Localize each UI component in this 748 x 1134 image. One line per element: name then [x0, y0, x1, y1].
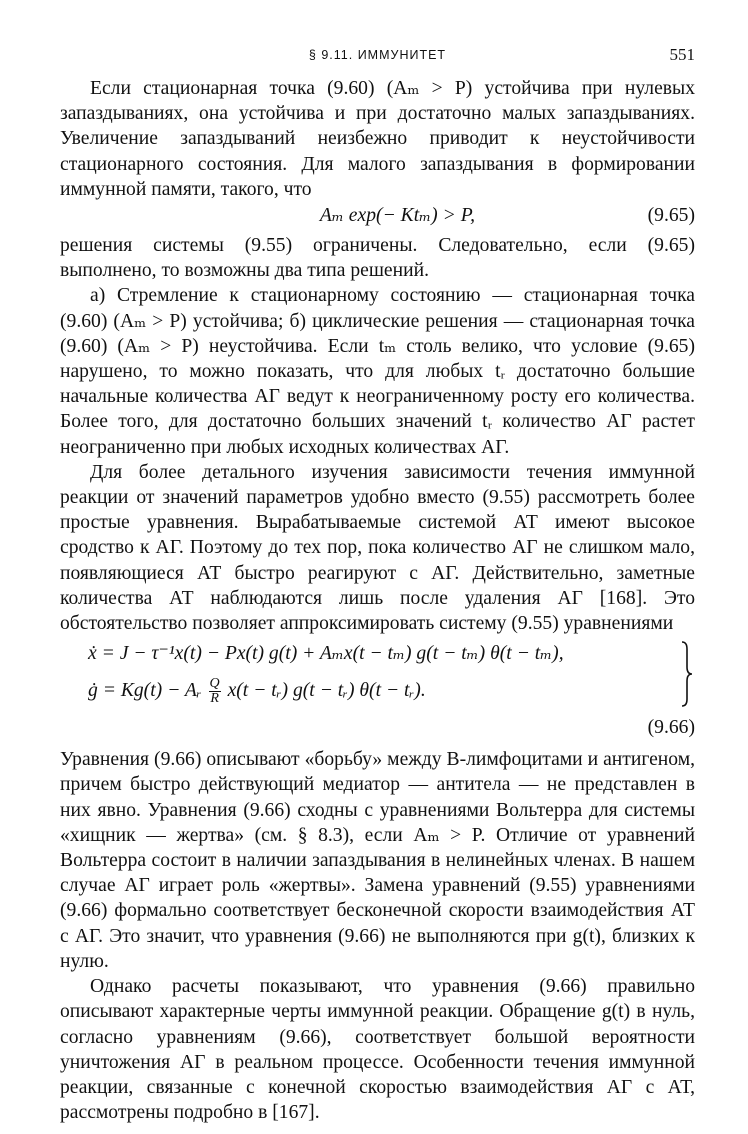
page — [60, 45, 695, 1125]
page-number: 551 — [669, 45, 695, 64]
equation-9-66-line-1: ẋ = J − τ⁻¹x(t) − Px(t) g(t) + Aₘx(t − tₘ) g(t − tₘ) θ(t − tₘ), — [88, 643, 564, 665]
equation-9-66-number: (9.66) — [647, 717, 695, 739]
paragraph-3: а) Стремление к стационарному состоянию — стационарная точка (9.60) (Aₘ > P) устойчива; б) циклические решения — стационарная точка (9.60) (Aₘ > P) неустойчива. Если tₘ столь велико, что условие (9.65) нарушено, то можно показать, что для любых tᵣ достаточно большие начальные количества АГ ведут к неограниченному росту его количества. Более того, для достаточно больших значений tᵣ количество АГ растет неограниченно при любых исходных количествах АГ. — [60, 285, 695, 458]
fraction-q-over-r — [209, 677, 221, 706]
equation-9-66-line-2-part-b: x(t − tᵣ) g(t − tᵣ) θ(t − tᵣ). — [227, 680, 426, 702]
paragraph-2: решения системы (9.55) ограничены. Следовательно, если (9.65) выполнено, то возможны два типа решений. — [60, 235, 695, 282]
equation-9-65 — [60, 203, 695, 232]
paragraph-6: Однако расчеты показывают, что уравнения (9.66) правильно описывают характерные черты иммунной реакции. Обращение g(t) в нуль, согласно уравнениям (9.66), соответствует большой вероятности уничтожения АГ в реальном процессе. Особенности течения иммунной реакции, связанные с конечной скоростью взаимодействия АГ с АТ, рассмотрены подробно в [167]. — [60, 976, 695, 1124]
equation-9-65-formula: Aₘ exp(− Ktₘ) > P, — [319, 205, 476, 227]
fraction-numerator: Q — [209, 676, 220, 692]
right-brace-icon — [681, 641, 693, 707]
page-header — [60, 45, 695, 76]
equation-9-65-number: (9.65) — [647, 205, 695, 227]
equation-9-66-line-2-part-a: ġ = Kg(t) − Aᵣ — [88, 680, 202, 702]
running-head: § 9.11. ИММУНИТЕТ — [308, 48, 447, 62]
paragraph-1: Если стационарная точка (9.60) (Aₘ > P) устойчива при нулевых запаздываниях, она устойчива и при достаточно малых запаздываниях. Увеличение запаздываний неизбежно приводит к неустойчивости стационарного состояния. Для малого запаздывания в формировании иммунной памяти, такого, что — [60, 78, 695, 200]
fraction-denominator: R — [210, 691, 219, 707]
paragraph-4: Для более детального изучения зависимости течения иммунной реакции от значений параметров удобно вместо (9.55) рассмотреть более простые уравнения. Вырабатываемые системой АТ имеют высокое сродство к АГ. Поэтому до тех пор, пока количество АГ не слишком мало, появляющиеся АТ быстро реагируют с АГ. Действительно, заметные количества АТ наблюдаются лишь после удаления АГ [168]. Это обстоятельство позволяет аппроксимировать систему (9.55) уравнениями — [60, 461, 695, 635]
paragraph-5: Уравнения (9.66) описывают «борьбу» между B-лимфоцитами и антигеном, причем быстро действующий медиатор — антитела — не представлен в них явно. Уравнения (9.66) сходны с уравнениями Вольтерра для системы «хищник — жертва» (см. § 8.3), если Aₘ > P. Отличие от уравнений Вольтерра состоит в наличии запаздывания в нелинейных членах. В нашем случае АГ играет роль «жертвы». Замена уравнений (9.55) уравнениями (9.66) формально соответствует бесконечной скорости взаимодействия АТ с АГ. Это значит, что уравнения (9.66) не выполняются при g(t), близких к нулю. — [60, 749, 695, 972]
equation-system-9-66 — [60, 641, 695, 715]
equation-9-66-line-2 — [88, 677, 695, 713]
